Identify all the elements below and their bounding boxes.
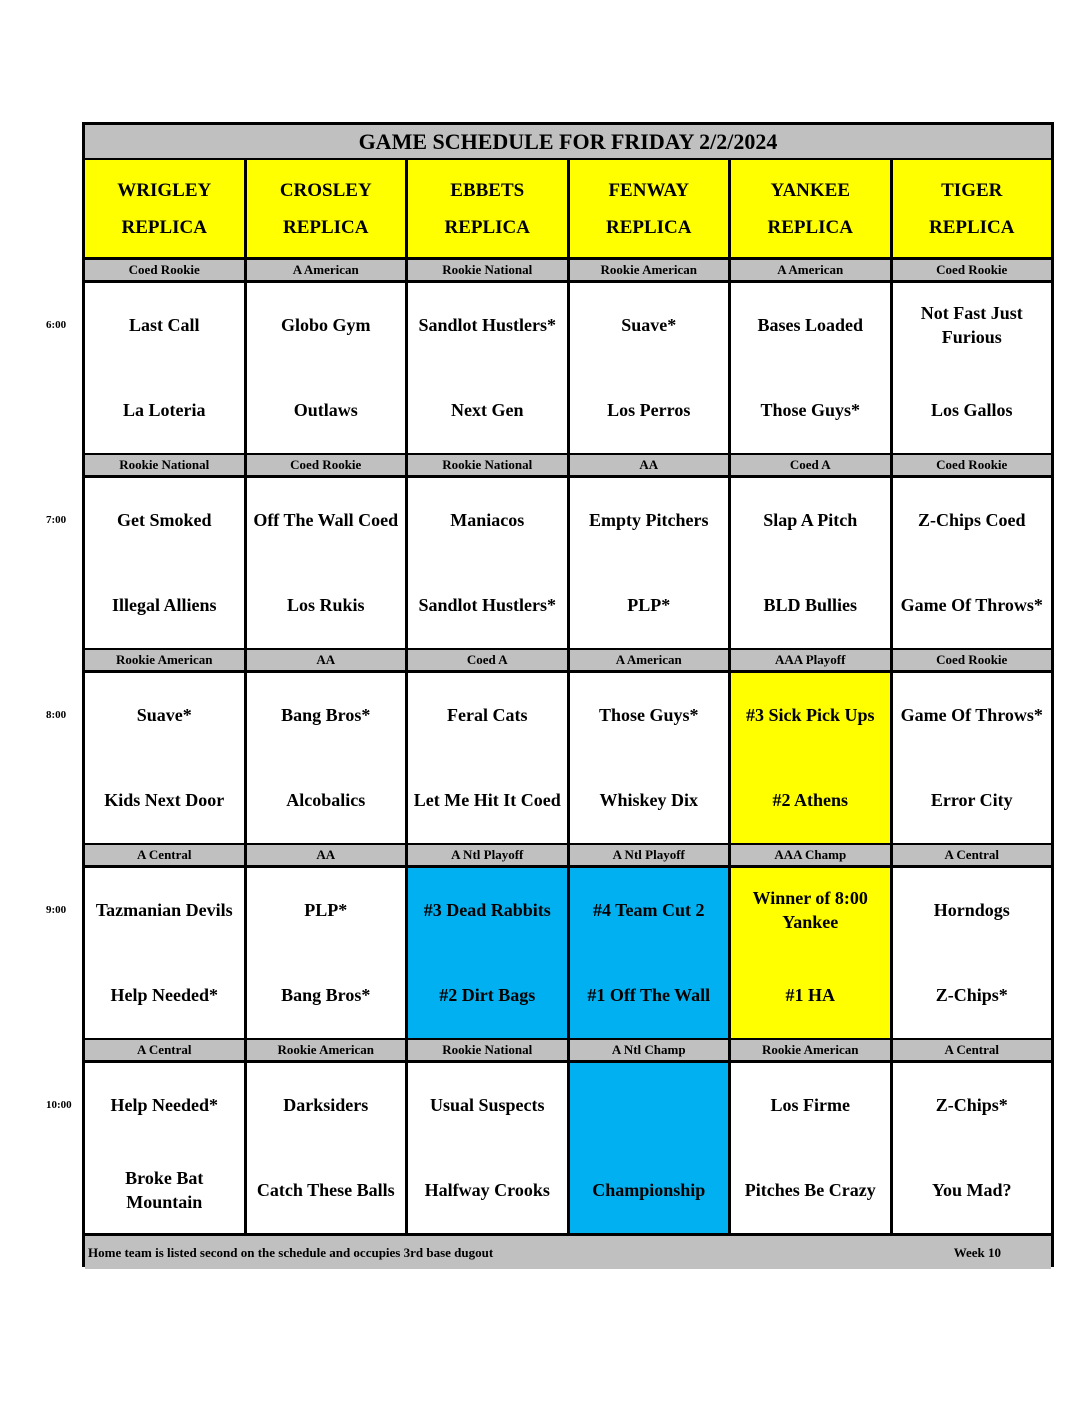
game-row <box>85 868 1051 1038</box>
division-label: Rookie American <box>85 650 244 670</box>
home-team: Z-Chips* <box>935 985 1008 1005</box>
away-team: Off The Wall Coed <box>253 510 399 530</box>
division-row <box>85 260 1051 280</box>
field-header <box>731 160 890 257</box>
game-cell <box>247 283 406 453</box>
time-label: 8:00 <box>46 709 67 721</box>
away-team: Last Call <box>128 315 200 335</box>
away-team: Help Needed* <box>110 1095 218 1115</box>
away-team: Get Smoked <box>117 510 212 530</box>
division-row <box>85 1040 1051 1060</box>
division-label: Coed Rookie <box>247 455 406 475</box>
away-team: Slap A Pitch <box>763 510 858 530</box>
game-cell <box>408 283 567 453</box>
game-cell <box>247 1063 406 1233</box>
game-cell <box>570 1063 729 1233</box>
field-header <box>408 160 567 257</box>
home-team: Catch These Balls <box>256 1180 395 1200</box>
footer-bar <box>85 1236 1051 1269</box>
division-label: Rookie American <box>570 260 729 280</box>
home-team: Kids Next Door <box>104 790 225 810</box>
division-label: A Ntl Playoff <box>570 845 729 865</box>
time-label: 6:00 <box>46 319 67 331</box>
game-cell <box>731 673 890 843</box>
game-cell <box>731 868 890 1038</box>
away-team: Z-Chips* <box>935 1095 1008 1115</box>
home-team: Los Perros <box>607 400 691 420</box>
schedule-title: GAME SCHEDULE FOR FRIDAY 2/2/2024 <box>85 125 1051 158</box>
game-row <box>85 283 1051 453</box>
home-team: Halfway Crooks <box>424 1180 550 1200</box>
division-row <box>85 650 1051 670</box>
division-label: Rookie National <box>408 1040 567 1060</box>
away-team: Feral Cats <box>447 705 528 725</box>
away-team: Game Of Throws* <box>900 705 1043 725</box>
game-row <box>85 478 1051 648</box>
away-team: Z-Chips Coed <box>917 510 1026 530</box>
home-team: #1 Off The Wall <box>587 985 711 1005</box>
home-team: #1 HA <box>785 985 835 1005</box>
field-name: YANKEE <box>770 179 851 201</box>
game-cell <box>85 673 244 843</box>
division-label: AA <box>247 650 406 670</box>
home-team: Outlaws <box>293 400 358 420</box>
division-label: Coed A <box>408 650 567 670</box>
time-label: 10:00 <box>46 1099 72 1111</box>
away-team: Suave* <box>136 705 192 725</box>
field-name: FENWAY <box>608 179 690 201</box>
home-team: #2 Athens <box>772 790 848 810</box>
field-name: CROSLEY <box>279 179 372 201</box>
division-label: A American <box>731 260 890 280</box>
home-team: BLD Bullies <box>763 595 858 615</box>
away-team: Darksiders <box>283 1095 369 1115</box>
game-cell <box>85 478 244 648</box>
away-team: Globo Gym <box>280 315 371 335</box>
game-cell <box>247 673 406 843</box>
field-subtitle: REPLICA <box>121 216 207 238</box>
game-cell <box>893 673 1052 843</box>
home-team: La Loteria <box>123 400 206 420</box>
game-cell <box>408 868 567 1038</box>
field-subtitle: REPLICA <box>605 216 692 238</box>
division-label: A Central <box>893 1040 1052 1060</box>
time-label: 9:00 <box>46 904 67 916</box>
division-label: A Ntl Playoff <box>408 845 567 865</box>
division-row <box>85 455 1051 475</box>
home-team: Next Gen <box>451 400 524 420</box>
game-cell <box>731 478 890 648</box>
game-row <box>85 1063 1051 1233</box>
game-cell <box>570 478 729 648</box>
field-header <box>85 160 244 257</box>
division-label: Coed Rookie <box>85 260 244 280</box>
game-cell <box>247 868 406 1038</box>
home-team: #2 Dirt Bags <box>439 985 536 1005</box>
division-label: Rookie National <box>408 455 567 475</box>
division-label: Rookie National <box>85 455 244 475</box>
away-team: Usual Suspects <box>429 1095 545 1115</box>
field-header <box>893 160 1052 257</box>
home-team: Broke Bat Mountain <box>125 1168 204 1212</box>
field-subtitle: REPLICA <box>282 216 369 238</box>
away-team <box>570 1077 729 1133</box>
home-team: You Mad? <box>931 1180 1012 1200</box>
game-cell <box>570 868 729 1038</box>
division-label: A Central <box>893 845 1052 865</box>
away-team: Bang Bros* <box>281 705 371 725</box>
away-team: Los Firme <box>770 1095 850 1115</box>
game-cell <box>85 1063 244 1233</box>
game-cell <box>731 1063 890 1233</box>
field-header-row <box>85 160 1051 257</box>
field-header <box>247 160 406 257</box>
week-label: Week 10 <box>953 1244 1001 1260</box>
home-team: Los Gallos <box>930 400 1013 420</box>
home-team: Bang Bros* <box>281 985 371 1005</box>
division-label: AA <box>570 455 729 475</box>
division-label: A Central <box>85 845 244 865</box>
division-label: AAA Champ <box>731 845 890 865</box>
division-label: Coed Rookie <box>893 650 1052 670</box>
game-cell <box>85 868 244 1038</box>
away-team: Not Fast Just Furious <box>920 303 1023 347</box>
away-team: Tazmanian Devils <box>95 900 233 920</box>
away-team: Bases Loaded <box>757 315 864 335</box>
game-cell <box>731 283 890 453</box>
division-label: A American <box>570 650 729 670</box>
away-team: Winner of 8:00 Yankee <box>752 888 868 932</box>
schedule-table <box>82 122 1054 1267</box>
game-cell <box>408 673 567 843</box>
home-team: Help Needed* <box>110 985 218 1005</box>
field-subtitle: REPLICA <box>767 216 853 238</box>
away-team: Horndogs <box>933 900 1010 920</box>
field-subtitle: REPLICA <box>928 216 1015 238</box>
game-cell <box>570 673 729 843</box>
field-name: EBBETS <box>450 179 525 201</box>
away-team: #3 Sick Pick Ups <box>745 705 875 725</box>
game-cell <box>893 868 1052 1038</box>
division-label: Coed Rookie <box>893 455 1052 475</box>
game-cell <box>893 283 1052 453</box>
away-team: Those Guys* <box>598 705 699 725</box>
division-label: Coed Rookie <box>893 260 1052 280</box>
home-team: Championship <box>592 1180 706 1200</box>
game-cell <box>408 1063 567 1233</box>
game-cell <box>570 283 729 453</box>
time-label: 7:00 <box>46 514 67 526</box>
game-cell <box>247 478 406 648</box>
away-team: Empty Pitchers <box>589 510 709 530</box>
away-team: Sandlot Hustlers* <box>418 315 557 335</box>
game-cell <box>408 478 567 648</box>
away-team: Suave* <box>621 315 677 335</box>
home-team: Illegal Alliens <box>111 595 217 615</box>
home-team: Those Guys* <box>760 400 861 420</box>
division-label: A American <box>247 260 406 280</box>
division-label: A Ntl Champ <box>570 1040 729 1060</box>
game-cell <box>85 283 244 453</box>
field-name: TIGER <box>941 179 1003 201</box>
away-team: #3 Dead Rabbits <box>423 900 551 920</box>
home-team: Alcobalics <box>286 790 366 810</box>
division-label: Rookie American <box>731 1040 890 1060</box>
home-team: Pitches Be Crazy <box>744 1180 876 1200</box>
away-team: Maniacos <box>450 510 525 530</box>
home-team: PLP* <box>627 595 671 615</box>
home-team: Error City <box>930 790 1013 810</box>
home-team: Let Me Hit It Coed <box>413 790 561 810</box>
home-team: Sandlot Hustlers* <box>418 595 557 615</box>
division-label: Rookie American <box>247 1040 406 1060</box>
game-cell <box>893 1063 1052 1233</box>
division-label: Coed A <box>731 455 890 475</box>
home-team: Whiskey Dix <box>599 790 699 810</box>
field-header <box>570 160 729 257</box>
game-cell <box>893 478 1052 648</box>
division-label: A Central <box>85 1040 244 1060</box>
away-team: #4 Team Cut 2 <box>592 900 705 920</box>
away-team: PLP* <box>304 900 348 920</box>
division-label: AA <box>247 845 406 865</box>
field-subtitle: REPLICA <box>444 216 530 238</box>
footer-note: Home team is listed second on the schedule and occupies 3rd base dugout <box>88 1244 494 1260</box>
division-label: AAA Playoff <box>731 650 890 670</box>
division-label: Rookie National <box>408 260 567 280</box>
game-row <box>85 673 1051 843</box>
field-name: WRIGLEY <box>117 179 212 201</box>
home-team: Game Of Throws* <box>900 595 1043 615</box>
division-row <box>85 845 1051 865</box>
home-team: Los Rukis <box>286 595 365 615</box>
